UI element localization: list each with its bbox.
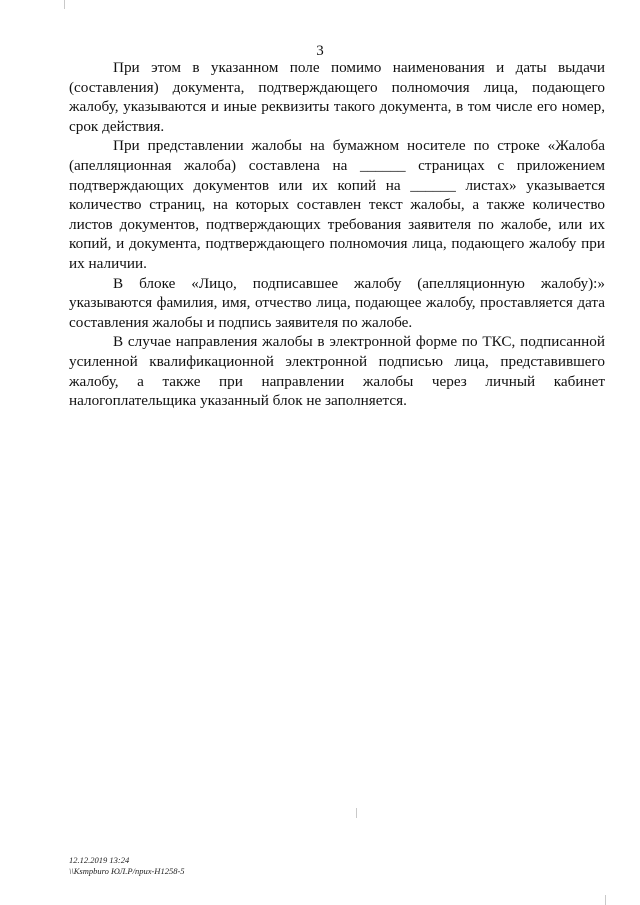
footer: [69, 855, 185, 877]
paragraph: В блоке «Лицо, подписавшее жалобу (апелляционную жалобу):» указываются фамилия, имя, отчество лица, подающее жалобу, проставляется дата составления жалобы и подпись заявителя по жалобе.: [69, 274, 605, 331]
footer-timestamp: 12.12.2019 13:24: [69, 855, 130, 865]
scan-artifact-bottom: [605, 895, 606, 905]
paragraph: В случае направления жалобы в электронной форме по ТКС, подписанной усиленной квалификационной электронной подписью лица, представившего жалобу, а также при направлении жалобы через личный кабинет налогоплательщика указанный блок не заполняется.: [69, 333, 605, 410]
document-body: [69, 58, 605, 411]
paragraph: При этом в указанном поле помимо наименования и даты выдачи (составления) документа, подтверждающего полномочия лица, подающего жалобу, указываются и иные реквизиты такого документа, в том числе его номер, срок действия.: [69, 59, 605, 135]
scan-artifact-mid: [356, 808, 357, 818]
footer-file-reference: \\Ksmpburo ЮЛ.Р/прих-Н1258-5: [69, 866, 185, 876]
page-number: 3: [316, 43, 324, 59]
scan-artifact-top: [64, 0, 65, 9]
paragraph: При представлении жалобы на бумажном носителе по строке «Жалоба (апелляционная жалоба) составлена на ______ страницах с приложением подтверждающих документов или их копий на ______ листах» указывается количество страниц, на которых составлен текст жалобы, а также количество листов документов, подтверждающих требования заявителя по жалобе, или их копий, и документа, подтверждающего полномочия лица, подающего жалобу при их наличии.: [69, 137, 605, 272]
